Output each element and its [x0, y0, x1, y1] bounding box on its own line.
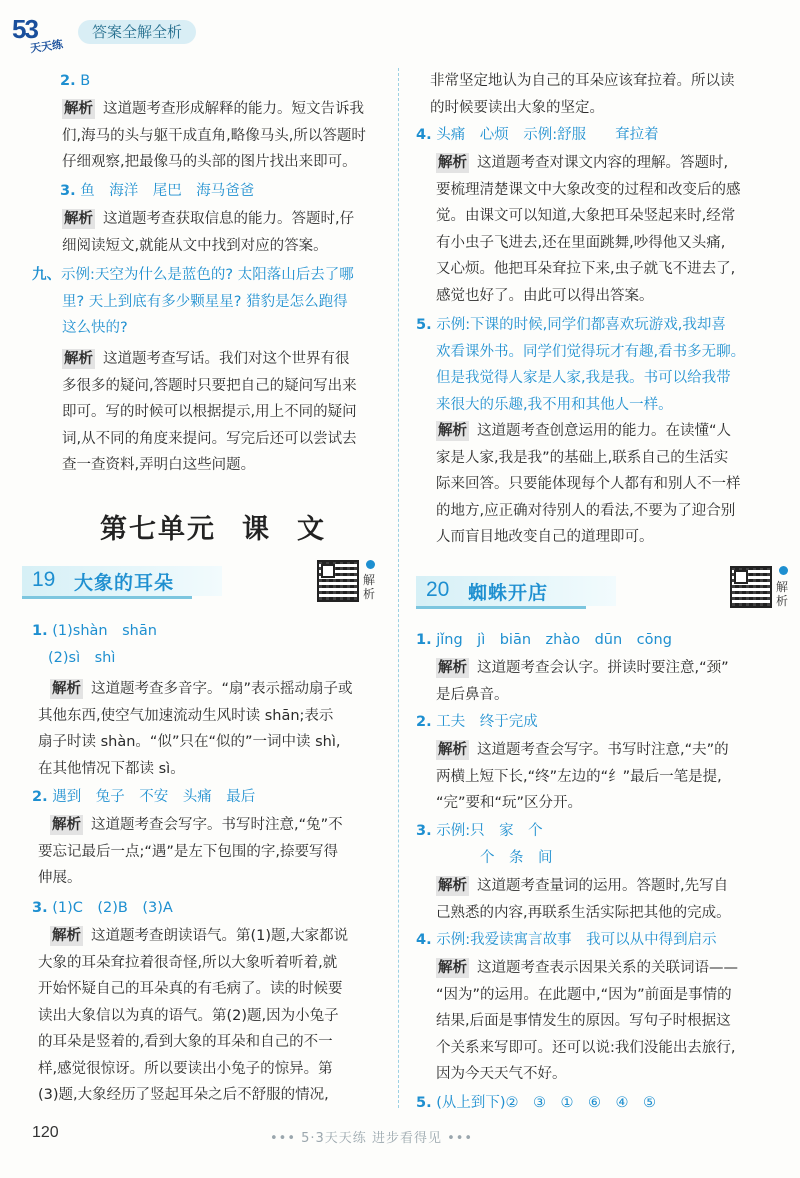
unit-title: 第七单元 课 文 — [100, 514, 326, 545]
left-q9-analysis: 解析 这道题考查写话。我们对这个世界有很 多很多的疑问,答题时只要把自己的疑问写出来 即可。写的时候可以根据提示,用上不同的疑问 词,从不同的角度来提问。写完后还可以尝试去 查一查资料,弄明白这些问题。 — [62, 351, 357, 473]
l20-q1-analysis: 解析 这道题考查会认字。拼读时要注意,“颈” 是后鼻音。 — [436, 660, 729, 703]
analysis-label: 解析 — [438, 960, 467, 976]
play-icon — [779, 566, 788, 575]
l19-q1: 1. (1)shàn shān (2)sì shì — [32, 623, 157, 666]
footer-slogan: ••• 5·3天天练 进步看得见 ••• — [270, 1131, 474, 1146]
left-q9: 九、示例:天空为什么是蓝色的? 太阳落山后去了哪 里? 天上到底有多少颗星星? 猎豹是怎么跑得 这么快的? — [32, 267, 354, 336]
qr-label: 解析 — [363, 573, 376, 601]
analysis-label: 解析 — [438, 423, 467, 439]
page-number: 120 — [32, 1124, 59, 1141]
lesson-underline — [22, 596, 192, 599]
l20-q3: 3. 示例:只 家 个 个 条 间 — [416, 823, 553, 866]
l20-q2: 2. 工夫 终于完成 — [416, 714, 538, 730]
l19-q3: 3. (1)C (2)B (3)A — [32, 900, 173, 916]
qr-code-icon[interactable] — [730, 566, 772, 608]
lesson-underline — [416, 606, 586, 609]
left-q2: 2. B — [60, 73, 91, 89]
l19-q2: 2. 遇到 兔子 不安 头痛 最后 — [32, 789, 256, 805]
analysis-label: 解析 — [438, 155, 467, 171]
qr-label: 解析 — [776, 580, 789, 608]
l19-q2-analysis: 解析 这道题考查会写字。书写时注意,“兔”不 要忘记最后一点;“遇”是左下包围的字,捺要写得 伸展。 — [38, 817, 343, 886]
analysis-label: 解析 — [438, 660, 467, 676]
left-q3: 3. 鱼 海洋 尾巴 海马爸爸 — [60, 183, 255, 199]
l20-q4-analysis: 解析 这道题考查表示因果关系的关联词语—— “因为”的运用。在此题中,“因为”前面是事情的 结果,后面是事情发生的原因。写句子时根据这 个关系来写即可。还可以说:我们没能出去旅行, 因为今天天气不好。 — [436, 960, 738, 1082]
l20-q5: 5. (从上到下)② ③ ① ⑥ ④ ⑤ — [416, 1095, 657, 1111]
r-continuation: 非常坚定地认为自己的耳朵应该耷拉着。所以读 的时候要读出大象的坚定。 — [430, 73, 735, 116]
lesson-number: 20 — [426, 578, 450, 601]
l19-q1-analysis: 解析 这道题考查多音字。“扇”表示摇动扇子或 其他东西,使空气加速流动生风时读 shān;表示 扇子时读 shàn。“似”只在“似的”一词中读 shì, 在其他情况下都读 sì。 — [38, 681, 353, 777]
header-title: 答案全解全析 — [78, 20, 196, 44]
analysis-label: 解析 — [64, 101, 93, 117]
r-q5-analysis: 解析 这道题考查创意运用的能力。在读懂“人 家是人家,我是我”的基础上,联系自己的生活实 际来回答。只要能体现每个人都有和别人不一样 的地方,应正确对待别人的看法,不要为了迎合别 人而盲目地改变自己的道理即可。 — [436, 423, 741, 545]
answer: 鱼 海洋 尾巴 海马爸爸 — [80, 183, 255, 199]
left-q3-analysis: 解析 这道题考查获取信息的能力。答题时,仔 细阅读短文,就能从文中找到对应的答案。 — [62, 211, 355, 254]
analysis-label: 解析 — [438, 878, 467, 894]
l20-q1: 1. jǐng jì biān zhào dūn cōng — [416, 632, 672, 648]
logo-subtitle: 天天练 — [29, 37, 64, 56]
column-divider — [398, 68, 399, 1108]
lesson-title: 蜘蛛开店 — [468, 582, 549, 604]
analysis-label: 解析 — [438, 742, 467, 758]
answer: B — [80, 73, 91, 89]
logo-53: 53 — [12, 14, 37, 44]
lesson-number: 19 — [32, 568, 56, 591]
play-icon — [366, 560, 375, 569]
l20-q4: 4. 示例:我爱读寓言故事 我可以从中得到启示 — [416, 932, 717, 948]
r-q4-analysis: 解析 这道题考查对课文内容的理解。答题时, 要梳理清楚课文中大象改变的过程和改变后的感 觉。由课文可以知道,大象把耳朵竖起来时,经常 有小虫子飞进去,还在里面跳舞,吵得他又头痛, 又心烦。他把耳朵耷拉下来,虫子就飞不进去了, 感觉也好了。由此可以得出答案。 — [436, 155, 741, 304]
analysis-label: 解析 — [52, 928, 81, 944]
lesson-19-header — [22, 566, 222, 596]
qr-code-icon[interactable] — [317, 560, 359, 602]
brand-logo — [12, 14, 74, 54]
l20-q3-analysis: 解析 这道题考查量词的运用。答题时,先写自 己熟悉的内容,再联系生活实际把其他的完成。 — [436, 878, 731, 921]
analysis-label: 解析 — [64, 211, 93, 227]
l19-q3-analysis: 解析 这道题考查朗读语气。第(1)题,大家都说 大象的耳朵耷拉着很奇怪,所以大象听着听着,就 开始怀疑自己的耳朵真的有毛病了。读的时候要 读出大象信以为真的语气。第(2)题,因为小兔子 的耳朵是竖着的,看到大象的耳朵和自己的不一 样,感觉很惊讶。所以要读出小兔子的惊异。第 (3)题,大象经历了竖起耳朵之后不舒服的情况, — [38, 928, 349, 1103]
lesson-20-header — [416, 576, 616, 606]
analysis-label: 解析 — [64, 351, 93, 367]
l20-q2-analysis: 解析 这道题考查会写字。书写时注意,“夫”的 两横上短下长,“终”左边的“纟”最后一笔是提, “完”要和“玩”区分开。 — [436, 742, 729, 811]
r-q5: 5. 示例:下课的时候,同学们都喜欢玩游戏,我却喜 欢看课外书。同学们觉得玩才有趣,看书多无聊。 但是我觉得人家是人家,我是我。书可以给我带 来很大的乐趣,我不用和其他人一样。 — [416, 317, 746, 413]
left-q2-analysis: 解析 这道题考查形成解释的能力。短文告诉我 们,海马的头与躯干成直角,略像马头,所以答题时 仔细观察,把最像马的头部的图片找出来即可。 — [62, 101, 366, 170]
analysis-label: 解析 — [52, 681, 81, 697]
lesson-title: 大象的耳朵 — [74, 572, 175, 594]
r-q4: 4. 头痛 心烦 示例:舒服 耷拉着 — [416, 127, 659, 143]
analysis-label: 解析 — [52, 817, 81, 833]
